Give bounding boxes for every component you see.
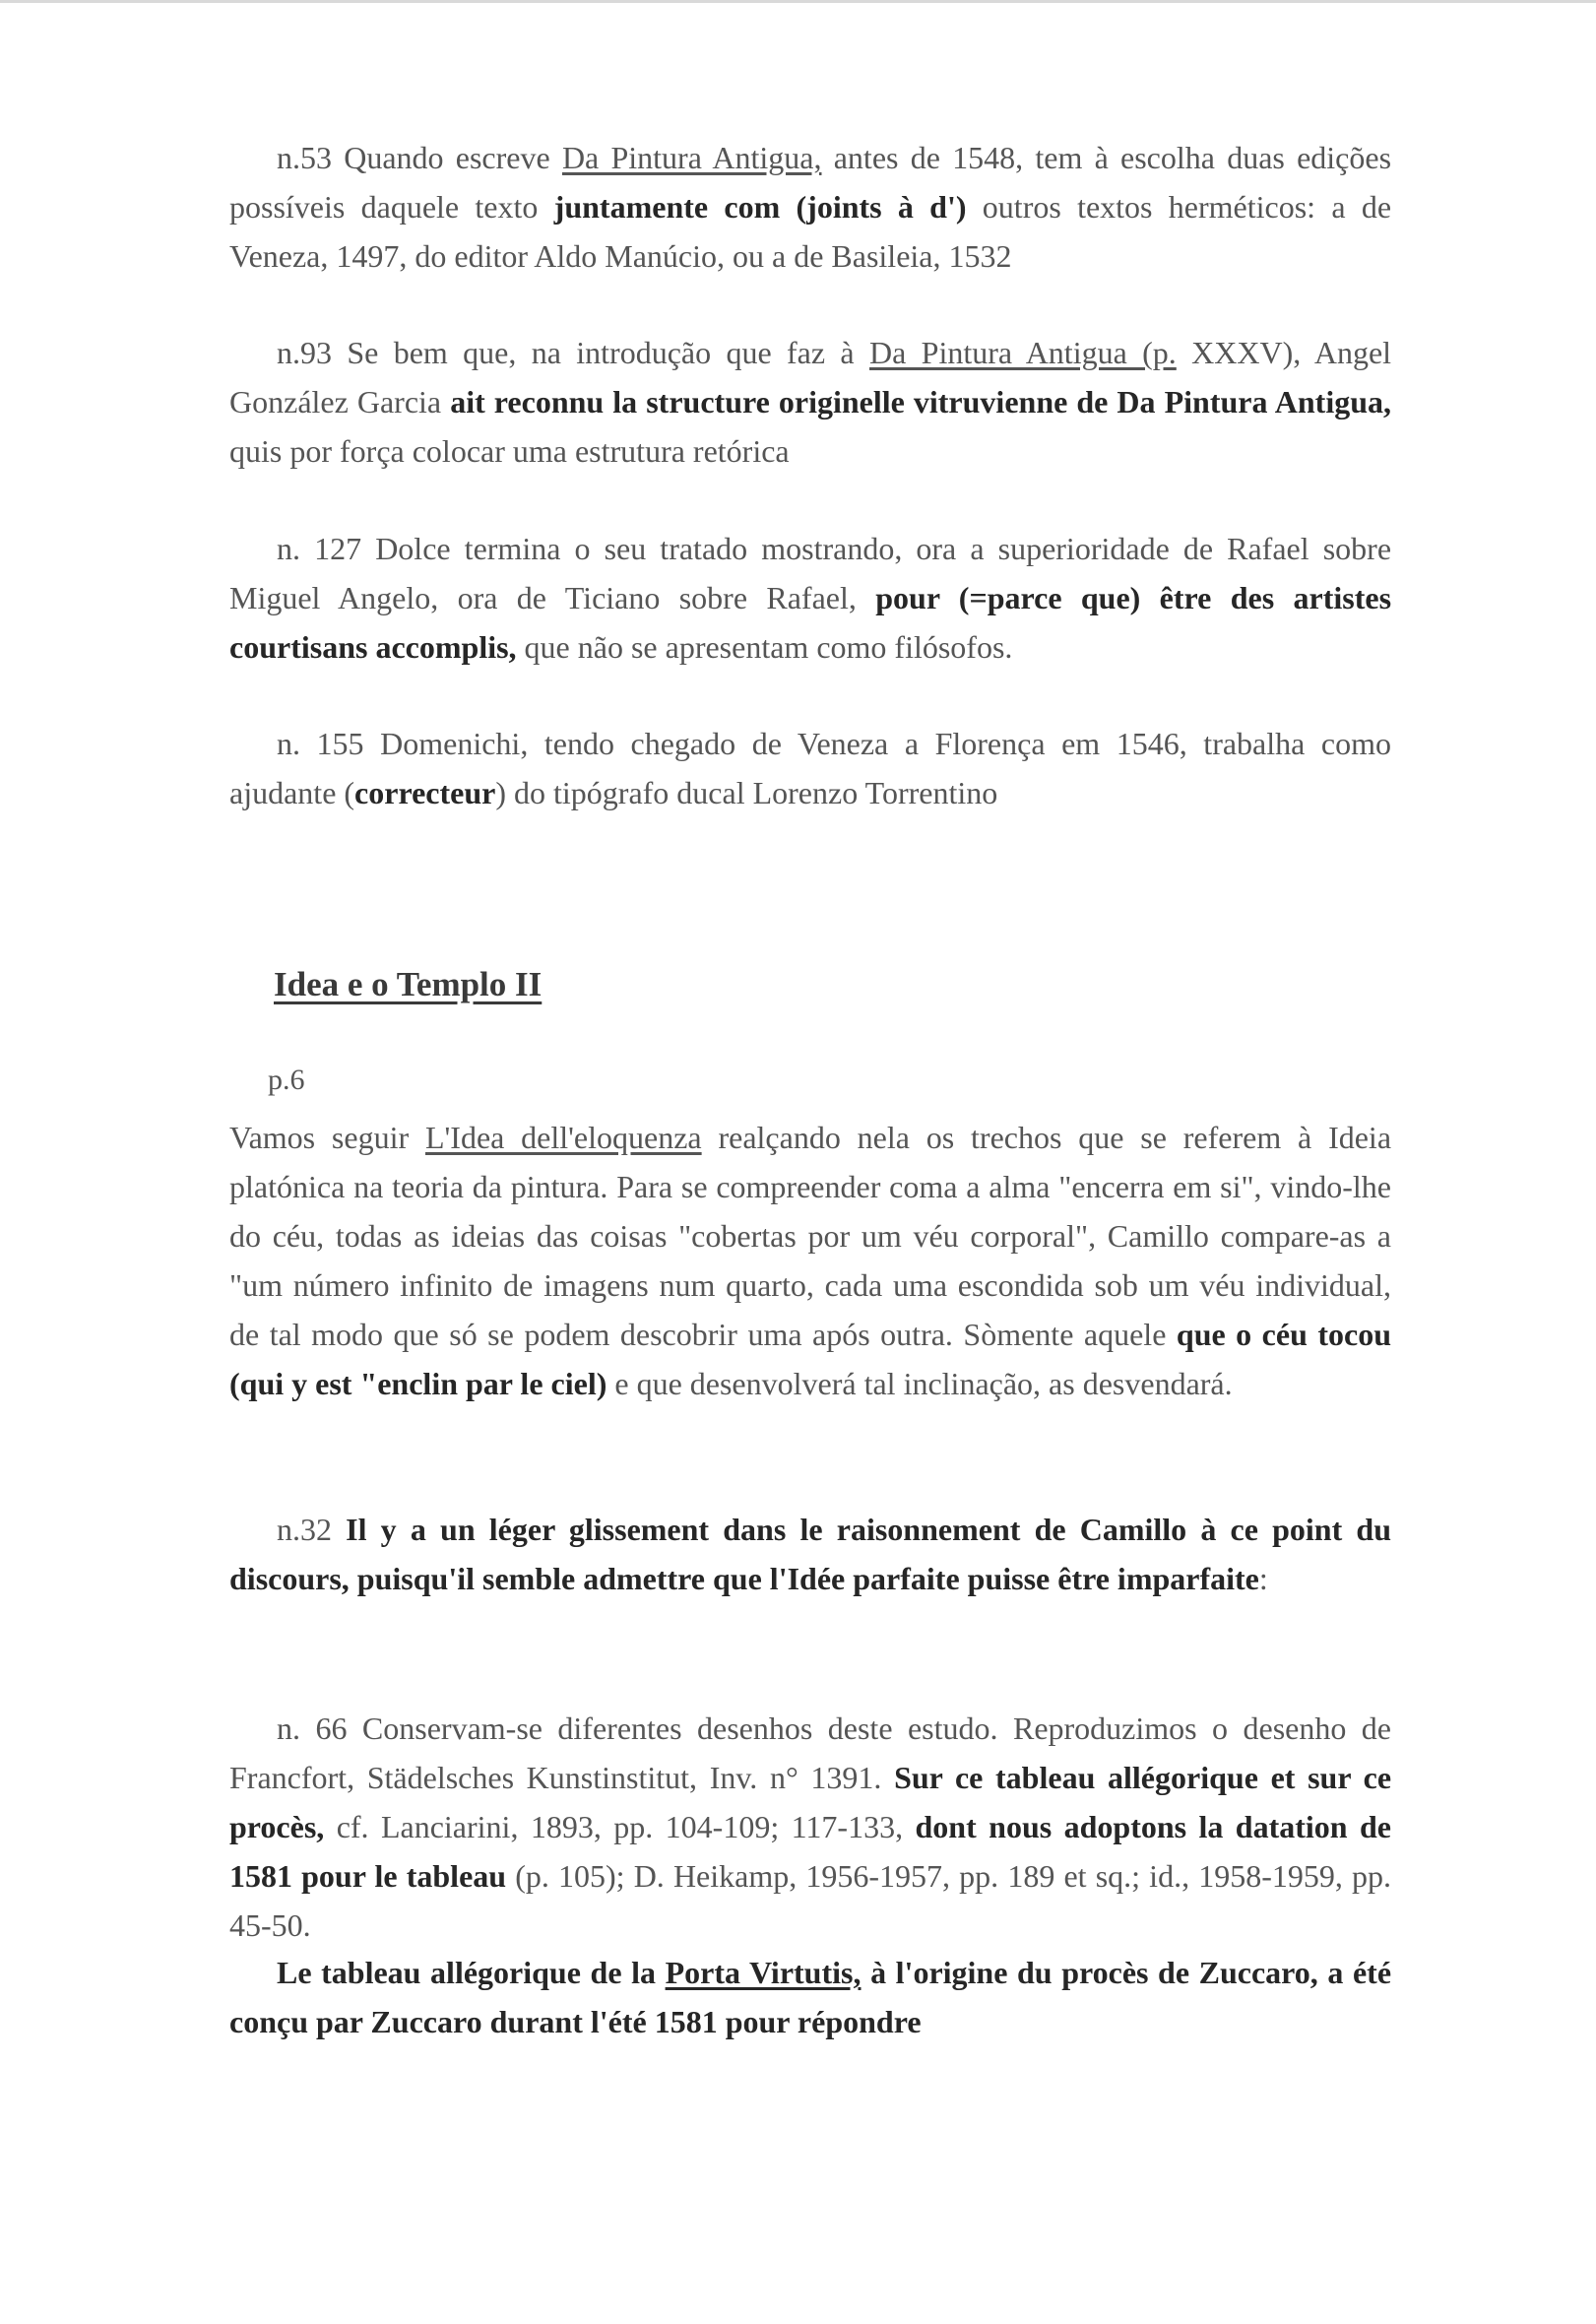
french-insertion: dont nous adoptons la datation de 1581 pour le tableau [229, 1809, 1391, 1894]
note-number: n.53 [277, 140, 332, 175]
french-insertion: Sur ce tableau allégorique et sur ce procès, [229, 1760, 1392, 1844]
french-insertion: correcteur [354, 775, 496, 810]
note-n155: n. 155 Domenichi, tendo chegado de Veneza a Florença em 1546, trabalha como ajudante (correcteur) do tipógrafo ducal Lorenzo Torrentino [229, 726, 1392, 810]
note-n66: n. 66 Conservam-se diferentes desenhos deste estudo. Reproduzimos o desenho de Francfort, Städelsches Kunstinstitut, Inv. n° 1391. Sur ce tableau allégorique et sur ce procès, cf. Lanciarini, 1893, pp. 104-109; 117-133, dont nous adoptons la datation de 1581 pour le tableau (p. 105); D. Heikamp, 1956-1957, pp. 189 et sq.; id., 1958-1959, pp. 45-50. [229, 1711, 1392, 1943]
book-title: Porta Virtutis, [665, 1955, 862, 1990]
note-number: n. 66 [277, 1711, 348, 1746]
note-n53: n.53 Quando escreve Da Pintura Antigua, antes de 1548, tem à escolha duas edições possíveis daquele texto juntamente com (joints à d') outros textos herméticos: a de Veneza, 1497, do editor Aldo Manúcio, ou a de Basileia, 1532 [229, 140, 1392, 274]
french-insertion: ait reconnu la structure originelle vitruvienne de Da Pintura Antigua, [450, 384, 1392, 420]
note-n127: n. 127 Dolce termina o seu tratado mostrando, ora a superioridade de Rafael sobre Miguel Angelo, ora de Ticiano sobre Rafael, pour (=parce que) être des artistes courtisans accomplis, que não se apresentam como filósofos. [229, 531, 1392, 665]
note-n93: n.93 Se bem que, na introdução que faz à Da Pintura Antigua (p. XXXV), Angel González Garcia ait reconnu la structure originelle vitruvienne de Da Pintura Antigua, quis por força colocar uma estrutura retórica [229, 335, 1392, 469]
scan-edge-line [0, 0, 1596, 3]
note-number: n.32 [277, 1512, 332, 1547]
page-reference: p.6 [268, 1064, 305, 1096]
french-insertion: pour (=parce que) être des artistes courtisans accomplis, [229, 580, 1392, 665]
note-number: n. 127 [277, 531, 362, 566]
main-paragraph: Vamos seguir L'Idea dell'eloquenza realçando nela os trechos que se referem à Ideia platónica na teoria da pintura. Para se compreender coma a alma "encerra em si", vindo-lhe do céu, todas as ideias das coisas "cobertas por um véu corporal", Camillo compare-as a "um número infinito de imagens num quarto, cada uma escondida sob um véu individual, de tal modo que só se podem descobrir uma após outra. Sòmente aquele que o céu tocou (qui y est "enclin par le ciel) e que desenvolverá tal inclinação, as desvendará. [229, 1120, 1392, 1401]
book-title: L'Idea dell'eloquenza [424, 1120, 702, 1155]
final-paragraph: Le tableau allégorique de la Porta Virtutis, à l'origine du procès de Zuccaro, a été conçu par Zuccaro durant l'été 1581 pour répondre [229, 1955, 1392, 2039]
french-insertion: Il y a un léger glissement dans le raisonnement de Camillo à ce point du discours, puisqu'il semble admettre que l'Idée parfaite puisse être imparfaite [229, 1512, 1392, 1596]
french-insertion: juntamente com (joints à d') [553, 189, 967, 225]
note-n32: n.32 Il y a un léger glissement dans le raisonnement de Camillo à ce point du discours, puisqu'il semble admettre que l'Idée parfaite puisse être imparfaite: [229, 1512, 1392, 1596]
book-title: Da Pintura Antigua (p. [869, 335, 1177, 370]
note-number: n. 155 [277, 726, 364, 761]
section-heading: Idea e o Templo II [274, 965, 543, 1003]
book-title: Da Pintura Antigua, [561, 140, 822, 175]
french-insertion: que o céu tocou (qui y est "enclin par le ciel) [229, 1317, 1392, 1401]
note-number: n.93 [277, 335, 332, 370]
